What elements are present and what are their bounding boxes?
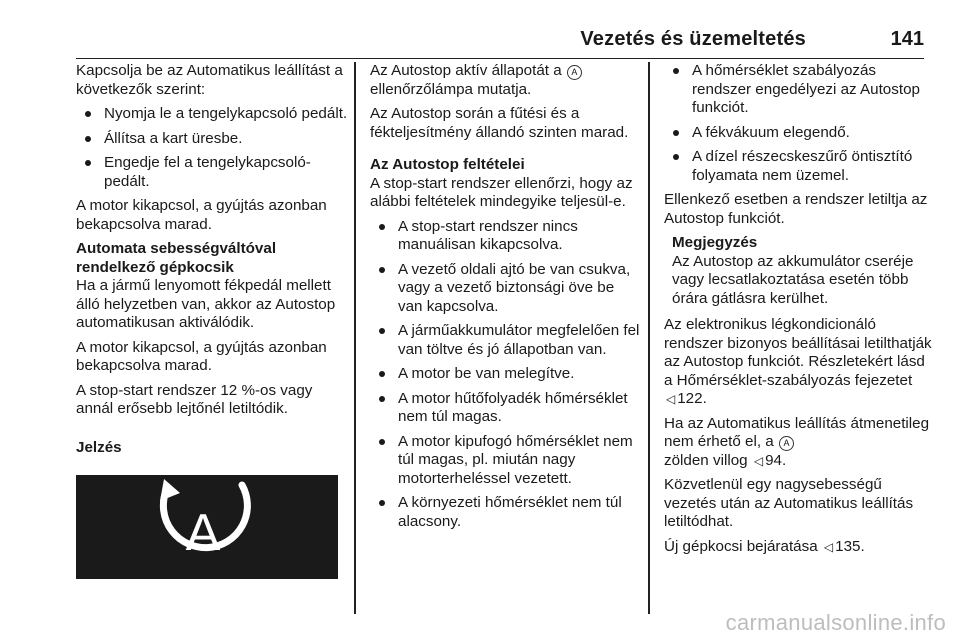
column-3 <box>664 62 936 562</box>
unavailable-text: Ha az Automatikus leállítás átmenetileg nem érhető el, a A zölden villog ◁ 94. <box>664 414 930 469</box>
page-ref-icon: ◁ <box>823 539 834 554</box>
list-item: Nyomja le a tengelykapcsoló pedált. <box>76 105 348 124</box>
list-item: A vezető oldali ajtó be van csukva, vagy a vezető biztonsági öve be van kapcsolva. <box>370 261 642 317</box>
list-item: A környezeti hőmérséklet nem túl alacsony. <box>370 494 642 531</box>
autostop-icon <box>76 475 338 579</box>
page-ref-icon: ◁ <box>753 453 764 468</box>
autostop-inline-icon: A <box>779 436 794 451</box>
steps-list <box>76 105 348 191</box>
section-heading: Az Autostop feltételei <box>370 156 525 173</box>
page-header <box>76 22 924 59</box>
page-ref-icon: ◁ <box>666 392 676 406</box>
page-title: Vezetés és üzemeltetés <box>580 28 806 50</box>
auto-text: Ha a jármű lenyomott fékpedál mellett álló helyzetben van, akkor az Autostop automatikusan aktiválódik. <box>76 277 336 331</box>
autostop-inline-icon: A <box>567 65 582 80</box>
column-divider <box>354 62 356 614</box>
list-item: A járműakkumulátor megfelelően fel van töltve és jó állapotban van. <box>370 322 642 359</box>
section-heading: Automata sebességváltóval <box>76 240 277 257</box>
conditions-list-continued <box>664 62 936 185</box>
conditions-list <box>370 218 642 532</box>
column-divider <box>648 62 650 614</box>
disable-text: A stop-start rendszer 12 %-os vagy annál erősebb lejtőnél letiltódik. <box>76 381 313 417</box>
list-item: A hőmérséklet szabályozás rendszer engedélyezi az Autostop funkciót. <box>664 62 936 118</box>
auto-after-text: A motor kikapcsol, a gyújtás azonban bekapcsolva marad. <box>76 338 327 374</box>
after-fast-text: Közvetlenül egy nagysebességű vezetés után az Automatikus leállítás letiltódhat. <box>664 476 914 530</box>
section-heading: rendelkező gépkocsik <box>76 258 234 276</box>
list-item: A motor be van melegítve. <box>370 365 642 384</box>
page-ref: 94. <box>765 451 787 469</box>
autostop-indicator-image <box>76 475 338 579</box>
list-item: A motor hűtőfolyadék hőmérséklet nem túl magas. <box>370 390 642 427</box>
list-item: Engedje fel a tengelykapcsoló-pedált. <box>76 154 348 191</box>
climate-text: Az elektronikus légkondicionáló rendszer bizonyos beállításai letilthatják az Autostop funkciót. Részletekért lásd a Hőmérséklet-szabályozás fejezetet ◁ 122. <box>664 316 932 407</box>
section-heading: Jelzés <box>76 438 122 456</box>
column-2 <box>370 62 642 537</box>
page-ref: 135. <box>835 537 865 555</box>
note-heading: Megjegyzés <box>672 234 758 251</box>
page-number: 141 <box>890 28 924 50</box>
new-car-text: Új gépkocsi bejáratása ◁ 135. <box>664 537 865 555</box>
page-ref: 122. <box>677 390 707 407</box>
list-item: Állítsa a kart üresbe. <box>76 130 348 149</box>
after-steps-text: A motor kikapcsol, a gyújtás azonban bekapcsolva marad. <box>76 197 327 233</box>
list-item: A dízel részecskeszűrő öntisztító folyamata nem üzemel. <box>664 148 936 185</box>
list-item: A fékvákuum elegendő. <box>664 124 936 143</box>
autostop-glyph: A <box>185 504 221 562</box>
heating-text: Az Autostop során a fűtési és a fékteljesítmény állandó szinten marad. <box>370 105 629 141</box>
active-text: Az Autostop aktív állapotát a A ellenőrzőlámpa mutatja. <box>370 62 642 99</box>
note-text: Az Autostop az akkumulátor cseréje vagy lecsatlakoztatása esetén több órára gátlásra kerülhet. <box>672 252 914 307</box>
list-item: A motor kipufogó hőmérséklet nem túl magas, pl. miután nagy motorterheléssel vezetett. <box>370 433 642 489</box>
intro-text: Kapcsolja be az Automatikus leállítást a következők szerint: <box>76 62 343 98</box>
note-box <box>664 234 936 308</box>
list-item: A stop-start rendszer nincs manuálisan kikapcsolva. <box>370 218 642 255</box>
conditions-intro: A stop-start rendszer ellenőrzi, hogy az alábbi feltételek mindegyike teljesül-e. <box>370 174 633 210</box>
column-1 <box>76 62 348 579</box>
otherwise-text: Ellenkező esetben a rendszer letiltja az Autostop funkciót. <box>664 191 928 227</box>
watermark: carmanualsonline.info <box>725 610 946 635</box>
